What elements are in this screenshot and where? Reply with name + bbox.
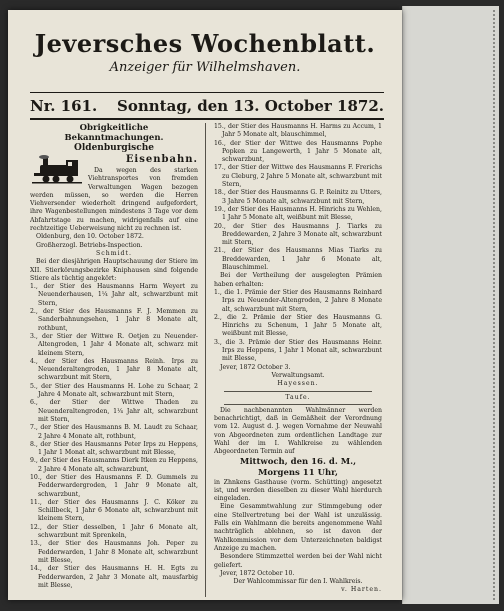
newspaper-title: Jeversches Wochenblatt. — [34, 29, 376, 58]
stier-entry: 3., der Stier der Wittwe R. Oetjen zu Neuender-Altengroden, 1 Jahr 4 Monate alt, schwarz mit kleinem Stern, — [30, 332, 198, 357]
prize-date: Jever, 1872 October 3. — [220, 363, 291, 371]
stier-entry: 8., der Stier des Hausmanns Peter Irps zu Heppens, 1 Jahr 1 Monat alt, schwarzbunt mit Blesse, — [30, 440, 198, 457]
rail-title: Eisenbahn. — [125, 154, 198, 165]
prize-entry: 2., die 2. Prämie der Stier des Hausmanns G. Hinrichs zu Schenum, 1 Jahr 5 Monate alt, weißbunt mit Blesse, — [214, 313, 382, 338]
election-text: Die nachbenannten Wahlmänner werden benachrichtigt, daß in Gemäßheit der Verordnung vom 12. August d. J. wegen Vornahme der Neuwahl von Abgeordneten zum ordentlichen Landtage zur Wahl der im I. Wahlkreise zu wählenden Abgeordneten Termin auf — [214, 406, 382, 456]
election-text-2: in Zhnkens Gasthause (vorm. Schütting) angesetzt ist, und werden dieselben zu dieser Wahl hierdurch eingeladen. — [214, 478, 382, 503]
stier-entry: 6., der Stier der Wittwe Thaden zu Neuenderaltengroden, 1¼ Jahr alt, schwarzbunt mit Stern, — [30, 399, 198, 423]
election-office: Der Wahlcommissar für den I. Wahlkreis. — [233, 578, 363, 586]
prize-signature: Hayessen. — [277, 380, 319, 388]
stier-entry: 11., der Stier des Hausmanns J. C. Köker zu Schillbeck, 1 Jahr 6 Monate alt, schwarzbunt mit kleinem Stern, — [30, 498, 198, 523]
issue-date: Sonntag, den 13. October 1872. — [117, 97, 384, 115]
election-date: Jever, 1872 October 10. — [220, 569, 295, 577]
prize-entry: 1., die 1. Prämie der Stier des Hausmanns Reinhard Irps zu Neuender-Altengroden, 2 Jahre 8 Monate alt, schwarzbunt mit Stern, — [214, 288, 382, 313]
stier-entry: 14., der Stier des Hausmanns H. H. Egts zu Fedderwarden, 2 Jahr 3 Monate alt, mausfarbig mit Blesse, — [30, 565, 198, 589]
locomotive-icon — [30, 155, 84, 185]
election-signature: v. Harten. — [341, 586, 382, 594]
stier-entry: 17., der Stier der Wittwe des Hausmanns F. Frerichs zu Cleburg, 2 Jahre 5 Monate alt, schwarzbunt mit Stern, — [214, 164, 382, 189]
stier-entry: 18., der Stier des Hausmanns G. P. Reinitz zu Utters, 3 Jahre 5 Monate alt, schwarzbunt mit Stern, — [214, 189, 382, 205]
adjacent-page-edge — [402, 6, 499, 604]
stier-entry: 5., der Stier des Hausmanns H. Lohe zu Schaar, 2 Jahre 4 Monate alt, schwarzbunt mit Stern, — [30, 382, 198, 399]
election-time: Morgens 11 Uhr, — [257, 467, 339, 478]
stier-entry: 21., der Stier des Hausmanns Mias Tiarks zu Breddewarden, 1 Jahr 6 Monate alt, Blauschimmel. — [214, 247, 382, 272]
stier-entry: 19., der Stier des Hausmanns H. Hinrichs zu Wehlen, 1 Jahr 5 Monate alt, weißbunt mit Blesse, — [214, 205, 382, 222]
newspaper-subtitle: Anzeiger für Wilhelmshaven. — [109, 60, 301, 75]
stier-entry: 20., der Stier des Hausmanns J. Tiarks zu Breddewarden, 2 Jahre 3 Monate alt, schwarzbunt mit Stern, — [214, 222, 382, 247]
stier-entry: 10., der Stier des Hausmanns F. D. Gummels zu Fedderwardergroden, 1 Jahr 9 Monate alt, schwarzbunt, — [30, 473, 198, 498]
rail-notice-date: Oldenburg, den 10. October 1872. — [36, 233, 144, 241]
newspaper-page — [8, 10, 402, 600]
stier-entry: 16., der Stier der Wittwe des Hausmanns Pophe Popken zu Langewerth, 1 Jahr 5 Monate alt, schwarzbunt, — [214, 139, 382, 164]
rail-notice-text: Da wegen des starken Viehtransportes von fremden Verwaltungen Wagen bezogen werden müssen, so werden die Herren Viehversender wiederholt dringend aufgefordert, ihre Wagenbestellungen mindestens 3 Tage vor dem Abfahrtstage zu machen, widrigenfalls auf eine rechtzeitige Ueberweisung nicht zu rechnen ist. — [30, 167, 198, 233]
stier-entry: 13., der Stier des Hausmanns Joh. Peper zu Fedderwarden, 1 Jahr 8 Monate alt, schwarzbunt mit Blesse, — [30, 540, 198, 564]
election-day: Mittwoch, den 16. d. M., — [239, 456, 357, 467]
stier-entry: 2., der Stier des Hausmanns F. J. Memmen zu Sanderbahnungsehen, 1 Jahr 8 Monate alt, rothbunt, — [30, 308, 198, 332]
stier-entry: 7., der Stier des Hausmanns B. M. Laudt zu Schaar, 2 Jahre 4 Monate alt, rothbunt, — [30, 424, 198, 440]
right-column — [214, 123, 382, 597]
section-divider — [224, 404, 372, 405]
rail-notice-signature: Schmidt. — [96, 249, 132, 257]
issue-number: Nr. 161. — [30, 97, 98, 115]
election-text-4: Besondere Stimmzettel werden bei der Wahl nicht geliefert. — [214, 553, 382, 569]
rail-notice-office: Großherzogl. Betriebs-Inspection. — [36, 241, 143, 249]
election-text-3: Eine Gesammtwahlung zur Stimmgebung oder eine Stellvertretung bei der Wahl ist unzulässig. Falls ein Wahlmann die bereits angenommene Wahl nachträglich ablehnen, so ist davon der Wahlkommission vor dem Unterzeichneten baldigst Anzeige zu machen. — [214, 503, 382, 552]
section-heading-taufe: Taufe. — [285, 393, 311, 401]
rail-heading: Oldenburgische — [74, 143, 154, 153]
header-rule-bottom — [30, 118, 384, 120]
stier-entry: 12., der Stier desselben, 1 Jahr 6 Monate alt, schwarzbunt mit Sprenkeln, — [30, 523, 198, 540]
section-heading-official: Obrigkeitliche Bekanntmachungen. — [64, 123, 164, 143]
prize-office: Verwaltungsamt. — [271, 371, 325, 379]
section-divider — [224, 391, 372, 392]
stier-entry: 1., der Stier des Hausmanns Harm Weyert zu Neuenderhausen, 1¼ Jahr alt, schwarzbunt mit Stern, — [30, 283, 198, 307]
stier-entry: 9., der Stier des Hausmanns Dierk Itken zu Heppens, 2 Jahre 4 Monate alt, schwarzbunt, — [30, 457, 198, 473]
prize-intro: Bei der Vertheilung der ausgelegten Prämien haben erhalten: — [214, 272, 382, 288]
stier-intro: Bei der diesjährigen Hauptschauung der Stiere im XII. Stierkörungsbezirke Kniphausen sind folgende Stiere als tüchtig angekört: — [30, 258, 198, 282]
left-column — [30, 123, 198, 597]
column-separator — [205, 123, 206, 597]
prize-entry: 3., die 3. Prämie der Stier des Hausmanns Heinr. Irps zu Heppens, 1 Jahr 1 Monat alt, schwarzbunt mit Blesse, — [214, 338, 382, 363]
header-rule-top — [30, 92, 384, 93]
stier-entry: 4., der Stier des Hausmanns Reinh. Irps zu Neuenderaltengroden, 1 Jahr 8 Monate alt, schwarzbunt mit Stern, — [30, 357, 198, 382]
issue-line — [30, 96, 384, 116]
stier-entry: 15., der Stier des Hausmanns H. Harms zu Accum, 1 Jahr 5 Monate alt, blauschimmel, — [214, 123, 382, 139]
masthead — [8, 30, 402, 76]
